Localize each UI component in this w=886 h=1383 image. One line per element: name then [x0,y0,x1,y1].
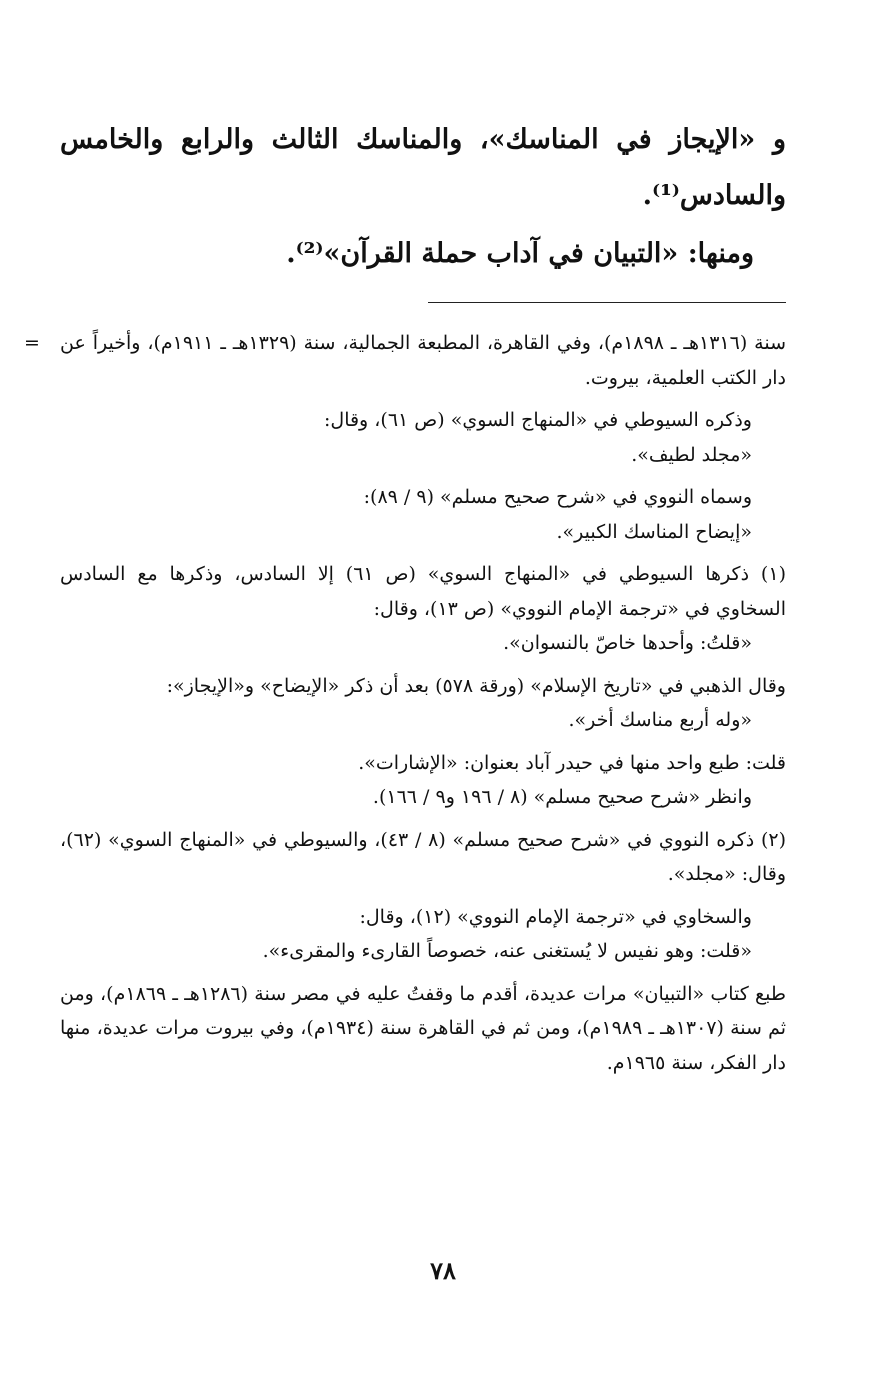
continuation-marker: = [24,332,40,354]
footnote-paragraph: وقال الذهبي في «تاريخ الإسلام» (ورقة ٥٧٨) بعد أن ذكر «الإيضاح» و«الإيجاز»: [166,674,786,697]
footnote-paragraph: طبع كتاب «التبيان» مرات عديدة، أقدم ما وقفتُ عليه في مصر سنة (١٢٨٦هـ ـ ١٨٦٩م)، ومن ثم سنة (١٣٠٧هـ ـ ١٩٨٩م)، ومن ثم في القاهرة سنة (١٩٣٤م)، وفي بيروت مرات عديدة، منها دار الفكر، سنة ١٩٦٥م. [60,982,787,1074]
footnote-separator [428,302,786,303]
footnote-paragraph: وذكره السيوطي في «المنهاج السوي» (ص ٦١)، وقال: [323,409,752,431]
main-text [60,112,786,282]
footnote-quote: «قلتُ: وأحدها خاصّ بالنسوان». [503,632,752,654]
footnote-paragraph: قلت: طبع واحد منها في حيدر آباد بعنوان: «الإشارات». [358,751,786,774]
footnote-paragraph: والسخاوي في «ترجمة الإمام النووي» (١٢)، وقال: [359,905,752,928]
footnote-continuation [24,326,787,395]
footnote-paragraph: وسماه النووي في «شرح صحيح مسلم» (٩ / ٨٩): [363,486,752,508]
footnote-quote: «مجلد لطيف». [631,443,752,466]
footnote-paragraph: وانظر «شرح صحيح مسلم» (٨ / ١٩٦ و٩ / ١٦٦). [372,786,752,808]
footnote-continuation-text: سنة (١٣١٦هـ ـ ١٨٩٨م)، وفي القاهرة، المطبعة الجمالية، سنة (١٣٢٩هـ ـ ١٩١١م)، وأخيراً عن دار الكتب العلمية، بيروت. [60,332,787,389]
footnotes [24,326,787,1080]
footnote-quote: «وله أربع مناسك أخر». [568,709,752,731]
main-paragraph-1: و «الإيجاز في المناسك»، والمناسك الثالث والرابع والخامس والسادس⁽¹⁾. [60,124,786,211]
footnote-1: (١) ذكرها السيوطي في «المنهاج السوي» (ص ٦١) إلا السادس، وذكرها مع السادس السخاوي في «ترجمة الإمام النووي» (ص ١٣)، وقال: [60,563,786,620]
footnote-quote: «قلت: وهو نفيس لا يُستغنى عنه، خصوصاً القارىء والمقرىء». [262,940,752,962]
main-paragraph-2: ومنها: «التبيان في آداب حملة القرآن»⁽²⁾. [286,238,754,269]
footnote-2: (٢) ذكره النووي في «شرح صحيح مسلم» (٨ / ٤٣)، والسيوطي في «المنهاج السوي» (٦٢)، وقال: «مجلد». [60,828,786,885]
page-number: ٧٨ [430,1256,456,1285]
footnote-quote: «إيضاح المناسك الكبير». [556,520,752,543]
